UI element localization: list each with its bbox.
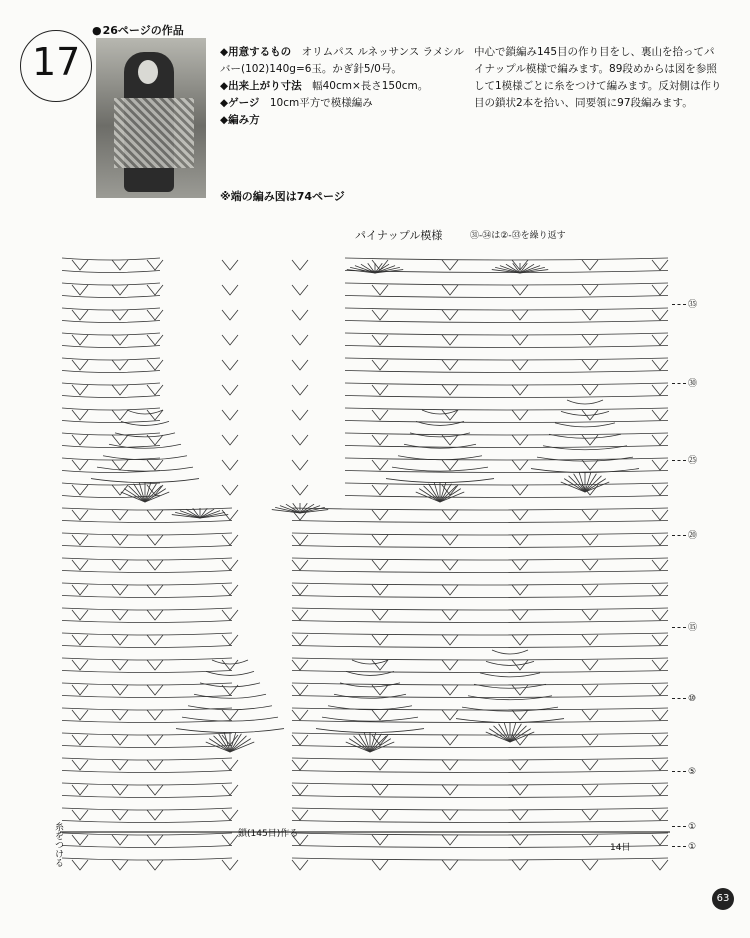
pattern-number: 17 bbox=[32, 40, 81, 84]
yarn-join-label: 糸をつける bbox=[53, 822, 63, 867]
chart-title: パイナップル模様 bbox=[355, 229, 443, 242]
page-number: 63 bbox=[712, 888, 734, 910]
reference-page-text: ● 26ページの作品 bbox=[92, 22, 184, 38]
instructions-text: 中心で鎖編み145目の作り目をし、裏山を拾ってパイナップル模様で編みます。89段めからは図を参照して1模様ごとに糸をつけて編みます。反対側は作り目の鎖状2本を拾い、同要領に97段編みます。 bbox=[474, 46, 722, 109]
size-text: 幅40cm×長さ150cm。 bbox=[312, 80, 429, 92]
row-label: ① bbox=[672, 842, 696, 852]
row-label: ⑤ bbox=[672, 767, 696, 777]
gauge-text: 10cm平方で模様編み bbox=[269, 97, 373, 109]
row-label: ㉚ bbox=[672, 376, 697, 389]
chart-stitches bbox=[60, 258, 670, 870]
materials-label: ◆ 用意するもの bbox=[220, 46, 291, 58]
method-label: ◆ 編み方 bbox=[220, 114, 260, 126]
row-label: ① bbox=[672, 822, 696, 832]
materials-text: オリムパス ルネッサンス ラメシルバー(102)140g=6玉。かぎ針5/0号。 bbox=[220, 46, 465, 75]
edge-chart-note: ※端の編み図は74ページ bbox=[220, 190, 345, 203]
row-label: ⑩ bbox=[672, 694, 696, 704]
size-label: ◆ 出来上がり寸法 bbox=[220, 80, 302, 92]
stitch-count-label: 14目 bbox=[610, 843, 631, 853]
row-label: ㉕ bbox=[672, 453, 697, 466]
row-label: ㉟ bbox=[672, 297, 697, 310]
row-label: ⑮ bbox=[672, 620, 697, 633]
gauge-label: ◆ ゲージ bbox=[220, 97, 259, 109]
row-label: ⑳ bbox=[672, 528, 697, 541]
foundation-chain-label: 鎖(145目)作る bbox=[238, 829, 299, 839]
repeat-note: ㉛-㉞は②-㉝を繰り返す bbox=[470, 231, 566, 241]
